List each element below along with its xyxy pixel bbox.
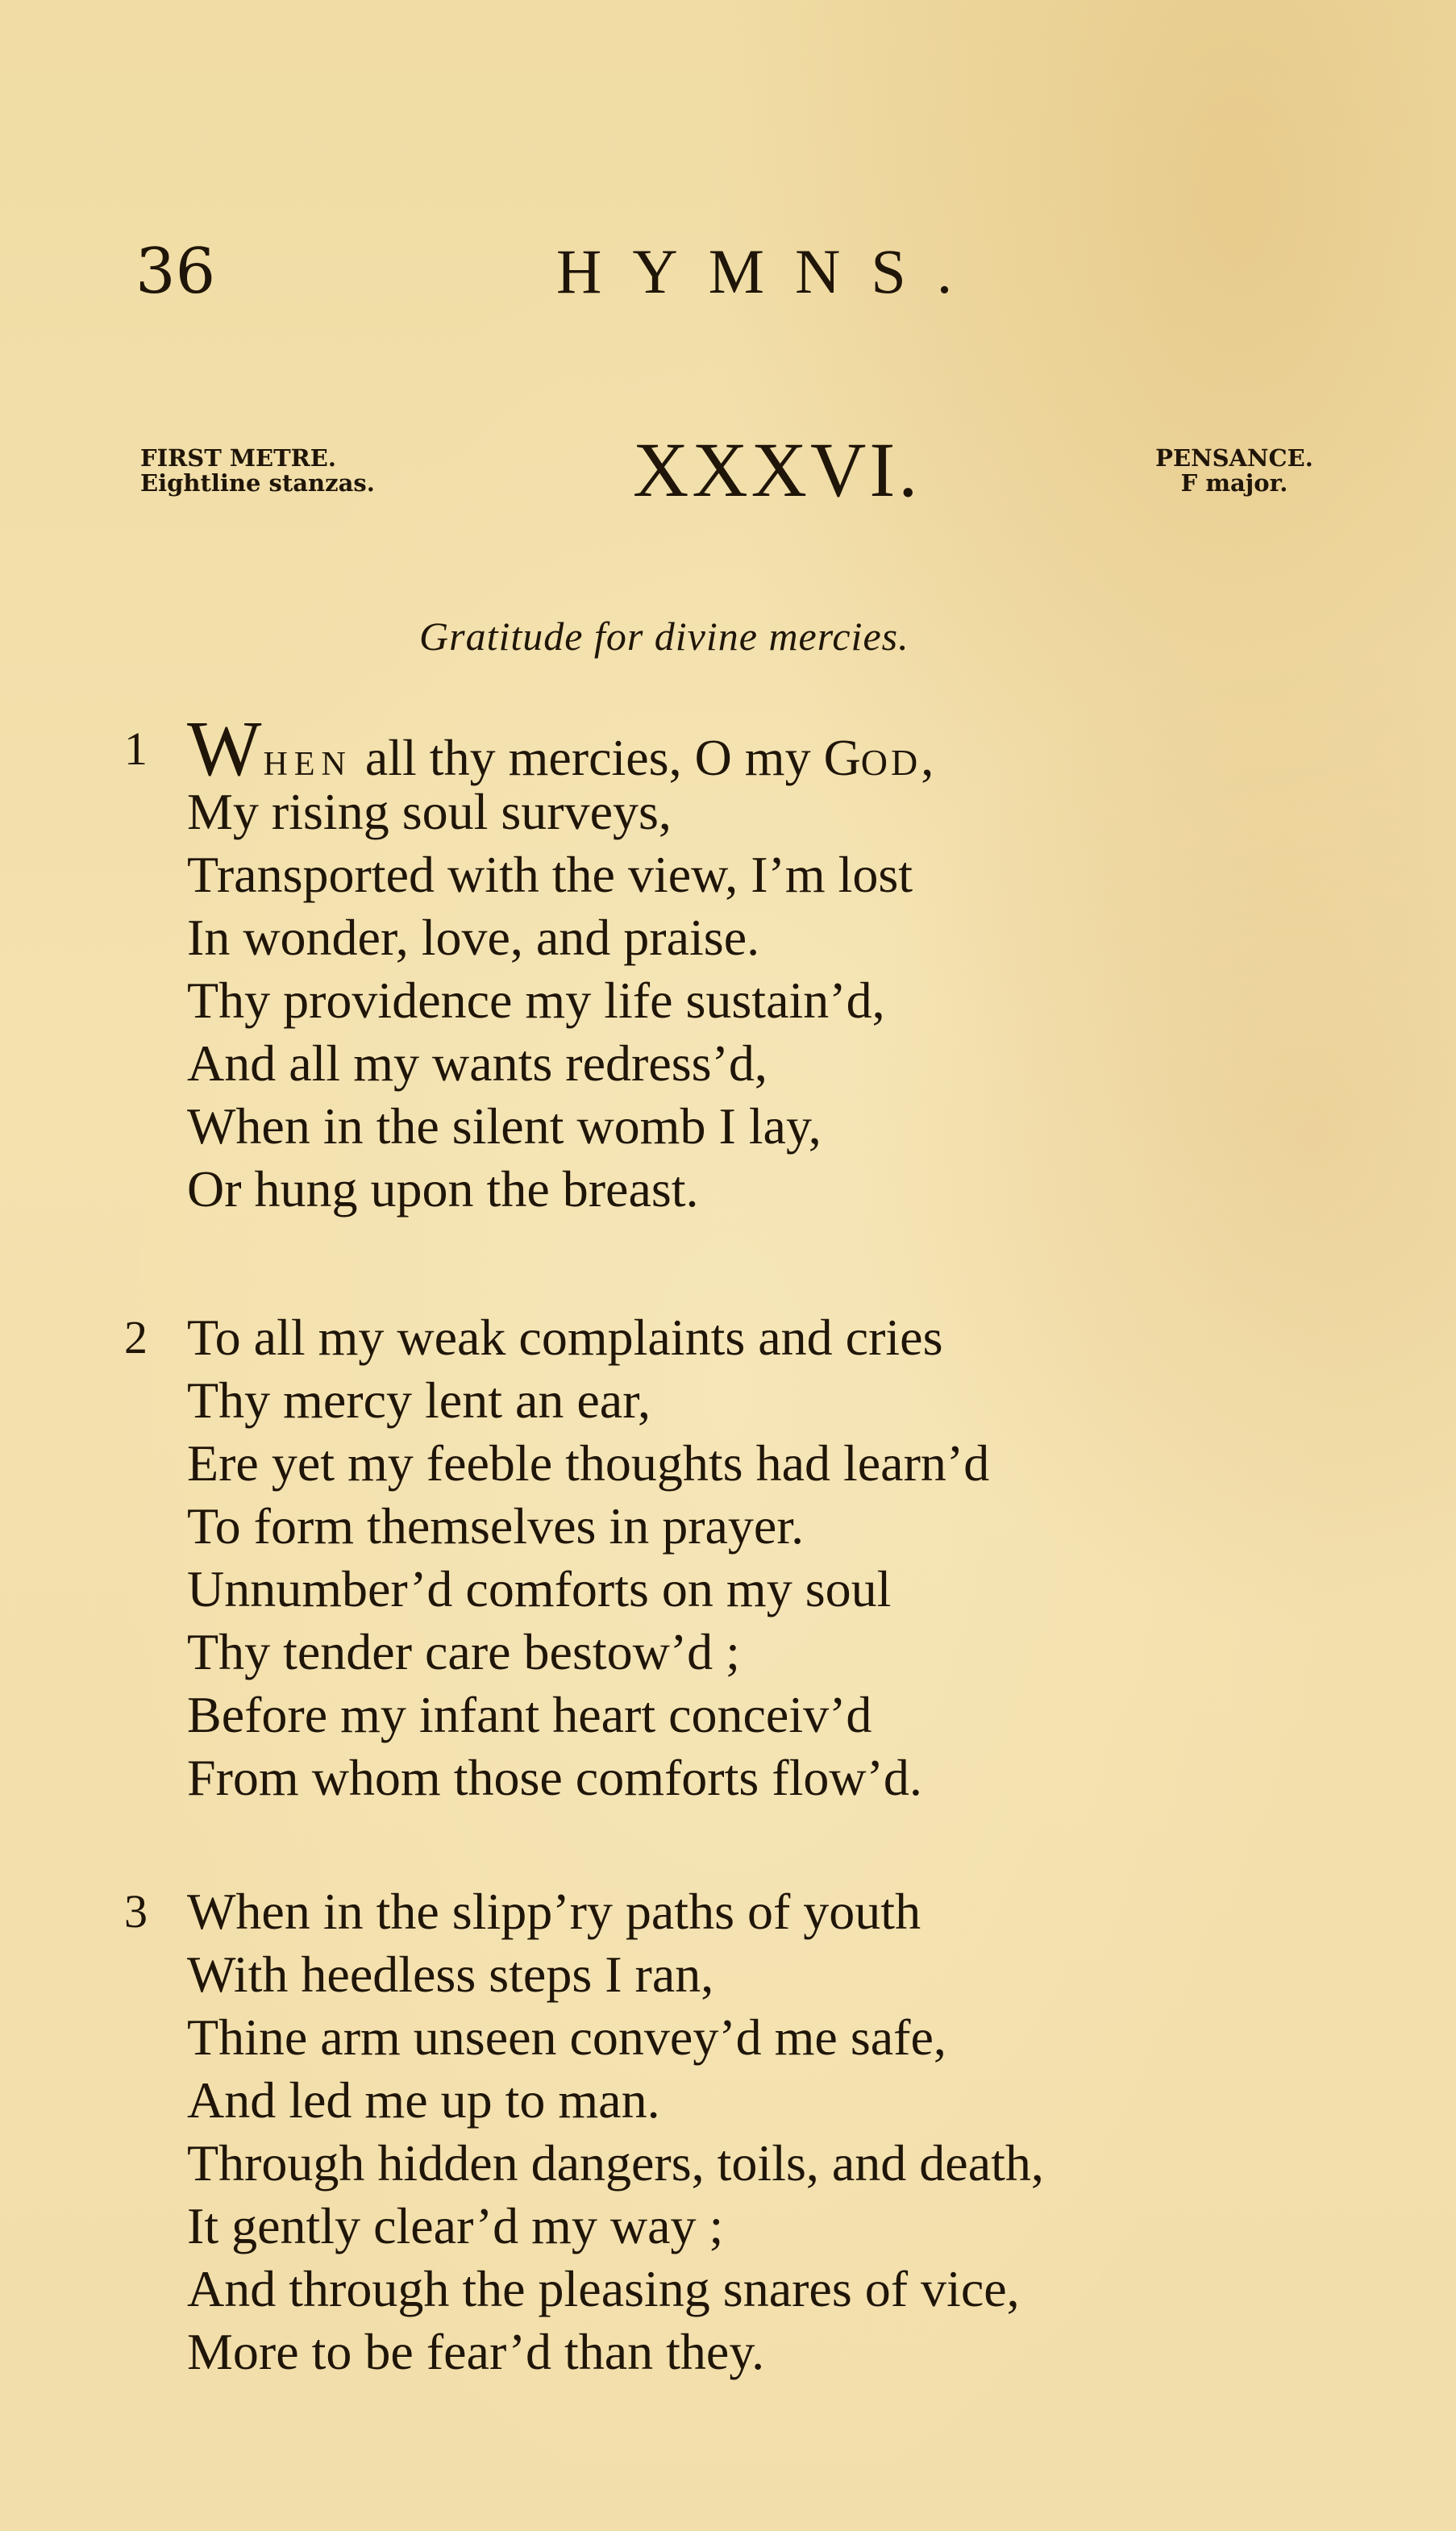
stanza-number: 1 [124, 722, 148, 775]
verse-line: Through hidden dangers, toils, and death, [187, 2134, 1044, 2192]
verse-line: Ere yet my feeble thoughts had learn’d [187, 1434, 990, 1492]
verse-line: And through the pleasing snares of vice, [187, 2260, 1020, 2317]
hymn-number: XXXVI. [633, 427, 921, 513]
page-number: 36 [135, 235, 216, 308]
stanza-number: 3 [124, 1885, 148, 1938]
verse-line: Transported with the view, I’m lost [187, 846, 913, 903]
verse-line: More to be fear’d than they. [187, 2323, 765, 2380]
punctuation: , [921, 729, 934, 786]
verse-line: With heedless steps I ran, [187, 1946, 714, 2003]
verse-line: When in the slipp’ry paths of youth [187, 1883, 921, 1940]
tune-name: PENSANCE. [1155, 444, 1313, 472]
verse-line: Thine arm unseen convey’d me safe, [187, 2009, 946, 2066]
verse-line: And all my wants redress’d, [187, 1034, 768, 1092]
verse-line: To form themselves in prayer. [187, 1497, 805, 1555]
verse-line: In wonder, love, and praise. [187, 909, 760, 966]
verse-line: Unnumber’d comforts on my soul [187, 1560, 892, 1617]
small-caps-word: HEN [263, 746, 352, 783]
hymn-subtitle: Gratitude for divine mercies. [419, 614, 909, 659]
stanza-number: 2 [124, 1311, 148, 1363]
verse-line: It gently clear’d my way ; [187, 2197, 724, 2254]
tune-key: F major. [1180, 469, 1288, 497]
verse-line: When in the silent womb I lay, [187, 1097, 822, 1155]
verse-line: Or hung upon the breast. [187, 1160, 699, 1218]
verse-line: Thy tender care bestow’d ; [187, 1623, 740, 1680]
stanza-form-line: Eightline stanzas. [140, 469, 375, 497]
verse-line: Before my infant heart conceiv’d [187, 1686, 872, 1743]
verse-line: Thy mercy lent an ear, [187, 1372, 651, 1429]
running-head: HYMNS. [556, 236, 984, 306]
metre-label [140, 446, 375, 496]
tune-label [1134, 446, 1335, 496]
verse-line: To all my weak complaints and cries [187, 1309, 943, 1366]
small-caps-word: OD [860, 742, 921, 783]
drop-capital: W [187, 706, 264, 793]
verse-line-text: all thy mercies, O my G [352, 729, 861, 786]
verse-line: Thy providence my life sustain’d, [187, 972, 885, 1029]
verse-line: And led me up to man. [187, 2071, 660, 2129]
verse-line: From whom those comforts flow’d. [187, 1749, 922, 1806]
metre-line: FIRST METRE. [140, 444, 336, 472]
verse-line: My rising soul surveys, [187, 783, 672, 840]
